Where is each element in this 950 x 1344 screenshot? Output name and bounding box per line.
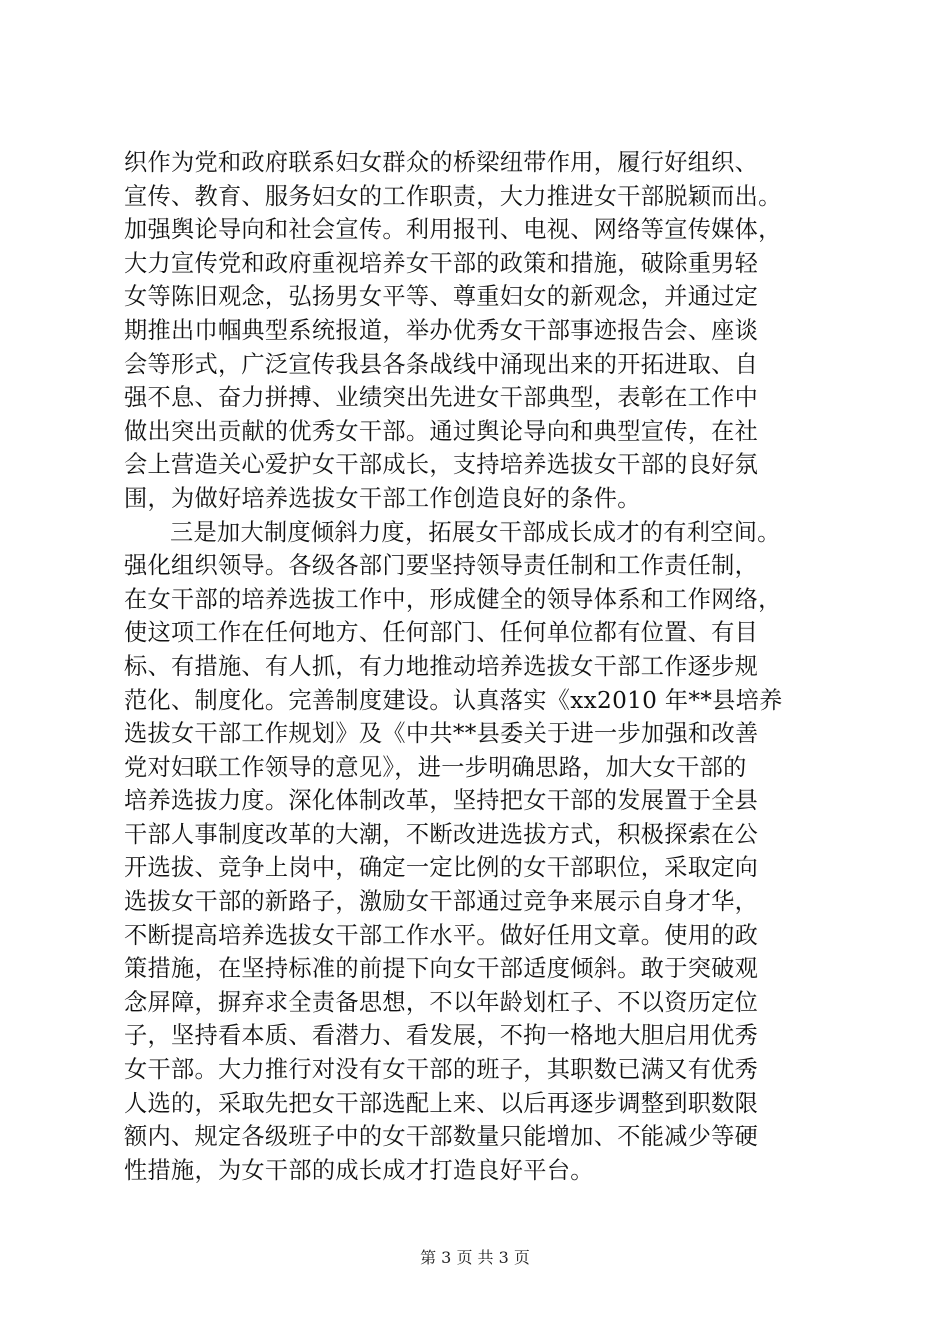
text-line: 选拔女干部的新路子，激励女干部通过竞争来展示自身才华， <box>124 888 759 916</box>
text-line: 宣传、教育、服务妇女的工作职责，大力推进女干部脱颖而出。 <box>124 182 782 210</box>
text-line: 使这项工作在任何地方、任何部门、任何单位都有位置、有目 <box>124 619 759 647</box>
text-line: 女干部。大力推行对没有女干部的班子，其职数已满又有优秀 <box>124 1056 759 1084</box>
text-line: 加强舆论导向和社会宣传。利用报刊、电视、网络等宣传媒体， <box>124 216 782 244</box>
text-line: 额内、规定各级班子中的女干部数量只能增加、不能减少等硬 <box>124 1123 759 1151</box>
text-line: 干部人事制度改革的大潮，不断改进选拔方式，积极探索在公 <box>124 820 759 848</box>
text-line: 会上营造关心爱护女干部成长，支持培养选拔女干部的良好氛 <box>124 451 759 479</box>
text-line: 党对妇联工作领导的意见》，进一步明确思路，加大女干部的 <box>124 753 747 781</box>
document-body <box>124 146 844 1187</box>
text-line: 织作为党和政府联系妇女群众的桥梁纽带作用，履行好组织、 <box>124 149 759 176</box>
page-number-footer: 第 3 页 共 3 页 <box>420 1248 530 1267</box>
text-line: 标、有措施、有人抓，有力地推动培养选拔女干部工作逐步规 <box>124 652 759 680</box>
text-line: 强化组织领导。各级各部门要坚持领导责任制和工作责任制， <box>124 552 759 580</box>
paragraph-start-line: 三是加大制度倾斜力度，拓展女干部成长成才的有利空间。 <box>170 518 781 546</box>
text-line: 念屏障，摒弃求全责备思想，不以年龄划杠子、不以资历定位 <box>124 988 759 1016</box>
text-line: 子，坚持看本质、看潜力、看发展，不拘一格地大胆启用优秀 <box>124 1022 759 1050</box>
text-line: 期推出巾帼典型系统报道，举办优秀女干部事迹报告会、座谈 <box>124 316 759 344</box>
text-line: 大力宣传党和政府重视培养女干部的政策和措施，破除重男轻 <box>124 249 759 277</box>
text-line: 女等陈旧观念，弘扬男女平等、尊重妇女的新观念，并通过定 <box>124 283 759 311</box>
text-line: 在女干部的培养选拔工作中，形成健全的领导体系和工作网络， <box>124 585 782 613</box>
text-line: 会等形式，广泛宣传我县各条战线中涌现出来的开拓进取、自 <box>124 350 759 378</box>
text-line: 围，为做好培养选拔女干部工作创造良好的条件。 <box>124 484 641 512</box>
text-line: 选拔女干部工作规划》及《中共**县委关于进一步加强和改善 <box>124 720 759 748</box>
text-line: 培养选拔力度。深化体制改革，坚持把女干部的发展置于全县 <box>124 787 759 815</box>
text-line: 性措施，为女干部的成长成才打造良好平台。 <box>124 1156 594 1184</box>
text-line: 强不息、奋力拼搏、业绩突出先进女干部典型，表彰在工作中 <box>124 384 759 412</box>
text-line: 人选的，采取先把女干部选配上来、以后再逐步调整到职数限 <box>124 1089 759 1117</box>
text-line: 策措施，在坚持标准的前提下向女干部适度倾斜。敢于突破观 <box>124 955 759 983</box>
text-line: 开选拔、竞争上岗中，确定一定比例的女干部职位，采取定向 <box>124 854 759 882</box>
text-line: 做出突出贡献的优秀女干部。通过舆论导向和典型宣传，在社 <box>124 417 759 445</box>
text-line: 范化、制度化。完善制度建设。认真落实《xx2010 年**县培养 <box>124 686 783 714</box>
text-line: 不断提高培养选拔女干部工作水平。做好任用文章。使用的政 <box>124 921 759 949</box>
